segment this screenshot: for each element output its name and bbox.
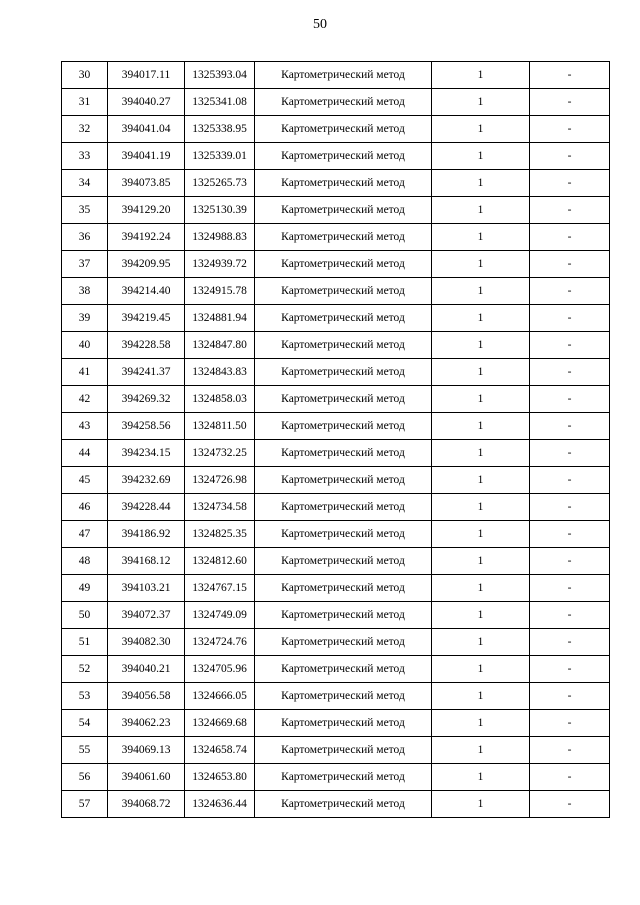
description-cell: - <box>530 197 610 224</box>
method-cell: Картометрический метод <box>255 413 432 440</box>
y-coordinate-cell: 1325341.08 <box>185 89 255 116</box>
point-number-cell: 42 <box>62 386 108 413</box>
y-coordinate-cell: 1324812.60 <box>185 548 255 575</box>
point-number-cell: 39 <box>62 305 108 332</box>
method-cell: Картометрический метод <box>255 602 432 629</box>
x-coordinate-cell: 394241.37 <box>108 359 185 386</box>
method-cell: Картометрический метод <box>255 683 432 710</box>
description-cell: - <box>530 602 610 629</box>
point-number-cell: 49 <box>62 575 108 602</box>
table-row <box>62 629 610 656</box>
point-number-cell: 43 <box>62 413 108 440</box>
y-coordinate-cell: 1325339.01 <box>185 143 255 170</box>
table-row <box>62 575 610 602</box>
description-cell: - <box>530 656 610 683</box>
table-row <box>62 413 610 440</box>
x-coordinate-cell: 394061.60 <box>108 764 185 791</box>
table-row <box>62 116 610 143</box>
accuracy-cell: 1 <box>432 764 530 791</box>
y-coordinate-cell: 1324724.76 <box>185 629 255 656</box>
description-cell: - <box>530 413 610 440</box>
table-row <box>62 602 610 629</box>
table-row <box>62 251 610 278</box>
accuracy-cell: 1 <box>432 602 530 629</box>
accuracy-cell: 1 <box>432 440 530 467</box>
description-cell: - <box>530 224 610 251</box>
y-coordinate-cell: 1324749.09 <box>185 602 255 629</box>
accuracy-cell: 1 <box>432 170 530 197</box>
method-cell: Картометрический метод <box>255 359 432 386</box>
x-coordinate-cell: 394082.30 <box>108 629 185 656</box>
accuracy-cell: 1 <box>432 143 530 170</box>
table-row <box>62 359 610 386</box>
description-cell: - <box>530 170 610 197</box>
y-coordinate-cell: 1325265.73 <box>185 170 255 197</box>
description-cell: - <box>530 548 610 575</box>
y-coordinate-cell: 1324726.98 <box>185 467 255 494</box>
accuracy-cell: 1 <box>432 548 530 575</box>
accuracy-cell: 1 <box>432 251 530 278</box>
point-number-cell: 55 <box>62 737 108 764</box>
method-cell: Картометрический метод <box>255 143 432 170</box>
method-cell: Картометрический метод <box>255 521 432 548</box>
x-coordinate-cell: 394068.72 <box>108 791 185 818</box>
accuracy-cell: 1 <box>432 89 530 116</box>
coordinates-table-body <box>62 62 610 818</box>
accuracy-cell: 1 <box>432 197 530 224</box>
table-row <box>62 143 610 170</box>
point-number-cell: 50 <box>62 602 108 629</box>
point-number-cell: 36 <box>62 224 108 251</box>
y-coordinate-cell: 1324669.68 <box>185 710 255 737</box>
method-cell: Картометрический метод <box>255 116 432 143</box>
description-cell: - <box>530 683 610 710</box>
accuracy-cell: 1 <box>432 116 530 143</box>
description-cell: - <box>530 521 610 548</box>
x-coordinate-cell: 394069.13 <box>108 737 185 764</box>
method-cell: Картометрический метод <box>255 386 432 413</box>
description-cell: - <box>530 143 610 170</box>
description-cell: - <box>530 467 610 494</box>
accuracy-cell: 1 <box>432 575 530 602</box>
method-cell: Картометрический метод <box>255 305 432 332</box>
x-coordinate-cell: 394186.92 <box>108 521 185 548</box>
method-cell: Картометрический метод <box>255 278 432 305</box>
x-coordinate-cell: 394072.37 <box>108 602 185 629</box>
accuracy-cell: 1 <box>432 791 530 818</box>
point-number-cell: 35 <box>62 197 108 224</box>
point-number-cell: 44 <box>62 440 108 467</box>
method-cell: Картометрический метод <box>255 440 432 467</box>
description-cell: - <box>530 791 610 818</box>
description-cell: - <box>530 575 610 602</box>
description-cell: - <box>530 764 610 791</box>
x-coordinate-cell: 394056.58 <box>108 683 185 710</box>
x-coordinate-cell: 394062.23 <box>108 710 185 737</box>
table-row <box>62 764 610 791</box>
x-coordinate-cell: 394017.11 <box>108 62 185 89</box>
accuracy-cell: 1 <box>432 494 530 521</box>
method-cell: Картометрический метод <box>255 791 432 818</box>
point-number-cell: 41 <box>62 359 108 386</box>
x-coordinate-cell: 394232.69 <box>108 467 185 494</box>
table-row <box>62 791 610 818</box>
method-cell: Картометрический метод <box>255 575 432 602</box>
description-cell: - <box>530 629 610 656</box>
point-number-cell: 53 <box>62 683 108 710</box>
description-cell: - <box>530 251 610 278</box>
table-row <box>62 467 610 494</box>
method-cell: Картометрический метод <box>255 197 432 224</box>
x-coordinate-cell: 394073.85 <box>108 170 185 197</box>
method-cell: Картометрический метод <box>255 332 432 359</box>
table-row <box>62 440 610 467</box>
point-number-cell: 56 <box>62 764 108 791</box>
coordinates-table <box>61 61 610 818</box>
table-row <box>62 683 610 710</box>
point-number-cell: 33 <box>62 143 108 170</box>
point-number-cell: 45 <box>62 467 108 494</box>
y-coordinate-cell: 1324825.35 <box>185 521 255 548</box>
table-row <box>62 494 610 521</box>
page-number: 50 <box>313 17 327 32</box>
y-coordinate-cell: 1324653.80 <box>185 764 255 791</box>
accuracy-cell: 1 <box>432 737 530 764</box>
y-coordinate-cell: 1324881.94 <box>185 305 255 332</box>
point-number-cell: 54 <box>62 710 108 737</box>
x-coordinate-cell: 394040.27 <box>108 89 185 116</box>
y-coordinate-cell: 1324843.83 <box>185 359 255 386</box>
description-cell: - <box>530 116 610 143</box>
point-number-cell: 46 <box>62 494 108 521</box>
x-coordinate-cell: 394228.58 <box>108 332 185 359</box>
y-coordinate-cell: 1324658.74 <box>185 737 255 764</box>
table-row <box>62 737 610 764</box>
accuracy-cell: 1 <box>432 332 530 359</box>
method-cell: Картометрический метод <box>255 62 432 89</box>
x-coordinate-cell: 394269.32 <box>108 386 185 413</box>
table-row <box>62 305 610 332</box>
y-coordinate-cell: 1324847.80 <box>185 332 255 359</box>
y-coordinate-cell: 1324732.25 <box>185 440 255 467</box>
accuracy-cell: 1 <box>432 224 530 251</box>
description-cell: - <box>530 737 610 764</box>
table-row <box>62 197 610 224</box>
point-number-cell: 38 <box>62 278 108 305</box>
description-cell: - <box>530 494 610 521</box>
accuracy-cell: 1 <box>432 656 530 683</box>
description-cell: - <box>530 62 610 89</box>
x-coordinate-cell: 394228.44 <box>108 494 185 521</box>
y-coordinate-cell: 1324939.72 <box>185 251 255 278</box>
x-coordinate-cell: 394040.21 <box>108 656 185 683</box>
point-number-cell: 40 <box>62 332 108 359</box>
x-coordinate-cell: 394209.95 <box>108 251 185 278</box>
x-coordinate-cell: 394214.40 <box>108 278 185 305</box>
y-coordinate-cell: 1324767.15 <box>185 575 255 602</box>
accuracy-cell: 1 <box>432 359 530 386</box>
table-row <box>62 278 610 305</box>
point-number-cell: 51 <box>62 629 108 656</box>
y-coordinate-cell: 1324734.58 <box>185 494 255 521</box>
accuracy-cell: 1 <box>432 62 530 89</box>
y-coordinate-cell: 1325130.39 <box>185 197 255 224</box>
y-coordinate-cell: 1324666.05 <box>185 683 255 710</box>
accuracy-cell: 1 <box>432 278 530 305</box>
x-coordinate-cell: 394234.15 <box>108 440 185 467</box>
method-cell: Картометрический метод <box>255 89 432 116</box>
accuracy-cell: 1 <box>432 710 530 737</box>
method-cell: Картометрический метод <box>255 629 432 656</box>
x-coordinate-cell: 394041.19 <box>108 143 185 170</box>
point-number-cell: 34 <box>62 170 108 197</box>
point-number-cell: 47 <box>62 521 108 548</box>
table-row <box>62 548 610 575</box>
y-coordinate-cell: 1324811.50 <box>185 413 255 440</box>
y-coordinate-cell: 1325393.04 <box>185 62 255 89</box>
table-row <box>62 224 610 251</box>
table-row <box>62 386 610 413</box>
table-row <box>62 170 610 197</box>
point-number-cell: 37 <box>62 251 108 278</box>
table-row <box>62 62 610 89</box>
x-coordinate-cell: 394129.20 <box>108 197 185 224</box>
x-coordinate-cell: 394258.56 <box>108 413 185 440</box>
point-number-cell: 31 <box>62 89 108 116</box>
table-row <box>62 332 610 359</box>
method-cell: Картометрический метод <box>255 656 432 683</box>
y-coordinate-cell: 1324915.78 <box>185 278 255 305</box>
table-row <box>62 521 610 548</box>
method-cell: Картометрический метод <box>255 548 432 575</box>
x-coordinate-cell: 394168.12 <box>108 548 185 575</box>
table-row <box>62 89 610 116</box>
method-cell: Картометрический метод <box>255 224 432 251</box>
point-number-cell: 48 <box>62 548 108 575</box>
y-coordinate-cell: 1324988.83 <box>185 224 255 251</box>
accuracy-cell: 1 <box>432 413 530 440</box>
x-coordinate-cell: 394103.21 <box>108 575 185 602</box>
method-cell: Картометрический метод <box>255 764 432 791</box>
y-coordinate-cell: 1324858.03 <box>185 386 255 413</box>
accuracy-cell: 1 <box>432 305 530 332</box>
accuracy-cell: 1 <box>432 629 530 656</box>
table-row <box>62 710 610 737</box>
y-coordinate-cell: 1324705.96 <box>185 656 255 683</box>
method-cell: Картометрический метод <box>255 170 432 197</box>
table-row <box>62 656 610 683</box>
description-cell: - <box>530 359 610 386</box>
method-cell: Картометрический метод <box>255 251 432 278</box>
x-coordinate-cell: 394219.45 <box>108 305 185 332</box>
description-cell: - <box>530 278 610 305</box>
description-cell: - <box>530 440 610 467</box>
accuracy-cell: 1 <box>432 386 530 413</box>
description-cell: - <box>530 332 610 359</box>
accuracy-cell: 1 <box>432 467 530 494</box>
accuracy-cell: 1 <box>432 521 530 548</box>
method-cell: Картометрический метод <box>255 494 432 521</box>
description-cell: - <box>530 89 610 116</box>
y-coordinate-cell: 1324636.44 <box>185 791 255 818</box>
point-number-cell: 57 <box>62 791 108 818</box>
x-coordinate-cell: 394041.04 <box>108 116 185 143</box>
method-cell: Картометрический метод <box>255 737 432 764</box>
description-cell: - <box>530 710 610 737</box>
description-cell: - <box>530 305 610 332</box>
method-cell: Картометрический метод <box>255 710 432 737</box>
x-coordinate-cell: 394192.24 <box>108 224 185 251</box>
accuracy-cell: 1 <box>432 683 530 710</box>
description-cell: - <box>530 386 610 413</box>
point-number-cell: 32 <box>62 116 108 143</box>
y-coordinate-cell: 1325338.95 <box>185 116 255 143</box>
method-cell: Картометрический метод <box>255 467 432 494</box>
point-number-cell: 30 <box>62 62 108 89</box>
point-number-cell: 52 <box>62 656 108 683</box>
